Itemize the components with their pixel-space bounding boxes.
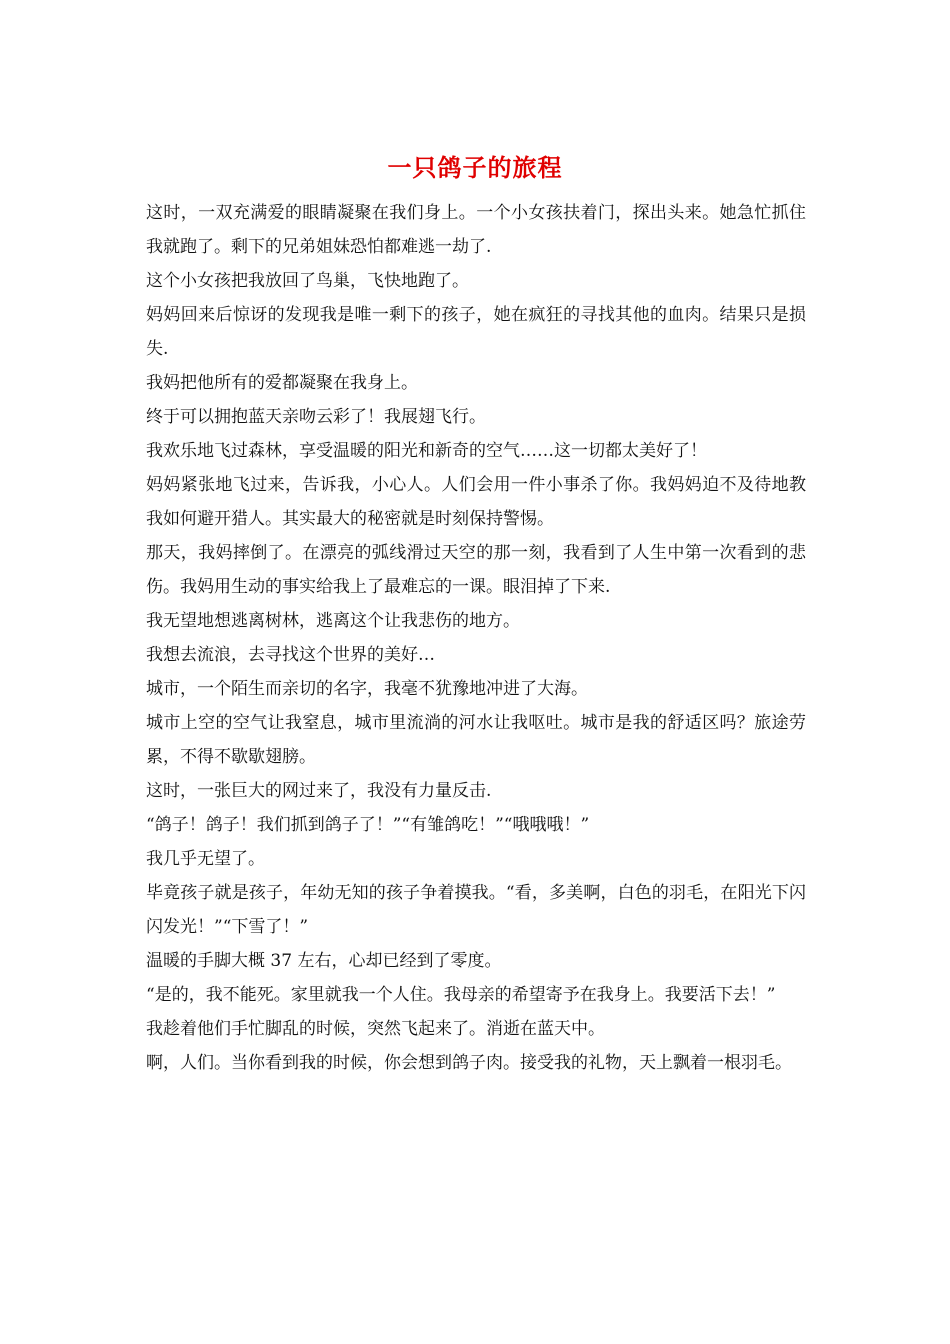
document-body (146, 196, 806, 1080)
paragraph-6: 我欢乐地飞过森林，享受温暖的阳光和新奇的空气……这一切都太美好了！ (146, 441, 707, 461)
paragraph-1: 这时，一双充满爱的眼睛凝聚在我们身上。一个小女孩扶着门，探出头来。她急忙抓住我就跑了。剩下的兄弟姐妹恐怕都难逃一劫了. (146, 203, 806, 257)
paragraph-15: 我几乎无望了。 (146, 849, 265, 869)
paragraph-8: 那天，我妈摔倒了。在漂亮的弧线滑过天空的那一刻，我看到了人生中第一次看到的悲伤。我妈用生动的事实给我上了最难忘的一课。眼泪掉了下来. (146, 543, 806, 597)
paragraph-18: “是的，我不能死。家里就我一个人住。我母亲的希望寄予在我身上。我要活下去！” (146, 985, 776, 1005)
paragraph-14: “鸽子！鸽子！我们抓到鸽子了！”“有雏鸽吃！”“哦哦哦！” (146, 815, 590, 835)
paragraph-17: 温暖的手脚大概 37 左右，心却已经到了零度。 (146, 951, 502, 971)
paragraph-12: 城市上空的空气让我窒息，城市里流淌的河水让我呕吐。城市是我的舒适区吗？旅途劳累，不得不歇歇翅膀。 (146, 713, 806, 767)
paragraph-13: 这时，一张巨大的网过来了，我没有力量反击. (146, 781, 492, 801)
paragraph-19: 我趁着他们手忙脚乱的时候，突然飞起来了。消逝在蓝天中。 (146, 1019, 605, 1039)
paragraph-10: 我想去流浪，去寻找这个世界的美好… (146, 645, 435, 665)
document-title: 一只鸽子的旅程 (387, 153, 563, 182)
paragraph-5: 终于可以拥抱蓝天亲吻云彩了！我展翅飞行。 (146, 407, 486, 427)
paragraph-7: 妈妈紧张地飞过来，告诉我，小心人。人们会用一件小事杀了你。我妈妈迫不及待地教我如何避开猎人。其实最大的秘密就是时刻保持警惕。 (146, 475, 806, 529)
paragraph-4: 我妈把他所有的爱都凝聚在我身上。 (146, 373, 418, 393)
paragraph-3: 妈妈回来后惊讶的发现我是唯一剩下的孩子，她在疯狂的寻找其他的血肉。结果只是损失. (146, 305, 806, 359)
paragraph-16: 毕竟孩子就是孩子，年幼无知的孩子争着摸我。“看，多美啊，白色的羽毛，在阳光下闪闪发光！”“下雪了！” (146, 883, 806, 937)
paragraph-2: 这个小女孩把我放回了鸟巢，飞快地跑了。 (146, 271, 469, 291)
paragraph-9: 我无望地想逃离树林，逃离这个让我悲伤的地方。 (146, 611, 520, 631)
paragraph-20: 啊，人们。当你看到我的时候，你会想到鸽子肉。接受我的礼物，天上飘着一根羽毛。 (146, 1053, 792, 1073)
paragraph-11: 城市，一个陌生而亲切的名字，我毫不犹豫地冲进了大海。 (146, 679, 588, 699)
